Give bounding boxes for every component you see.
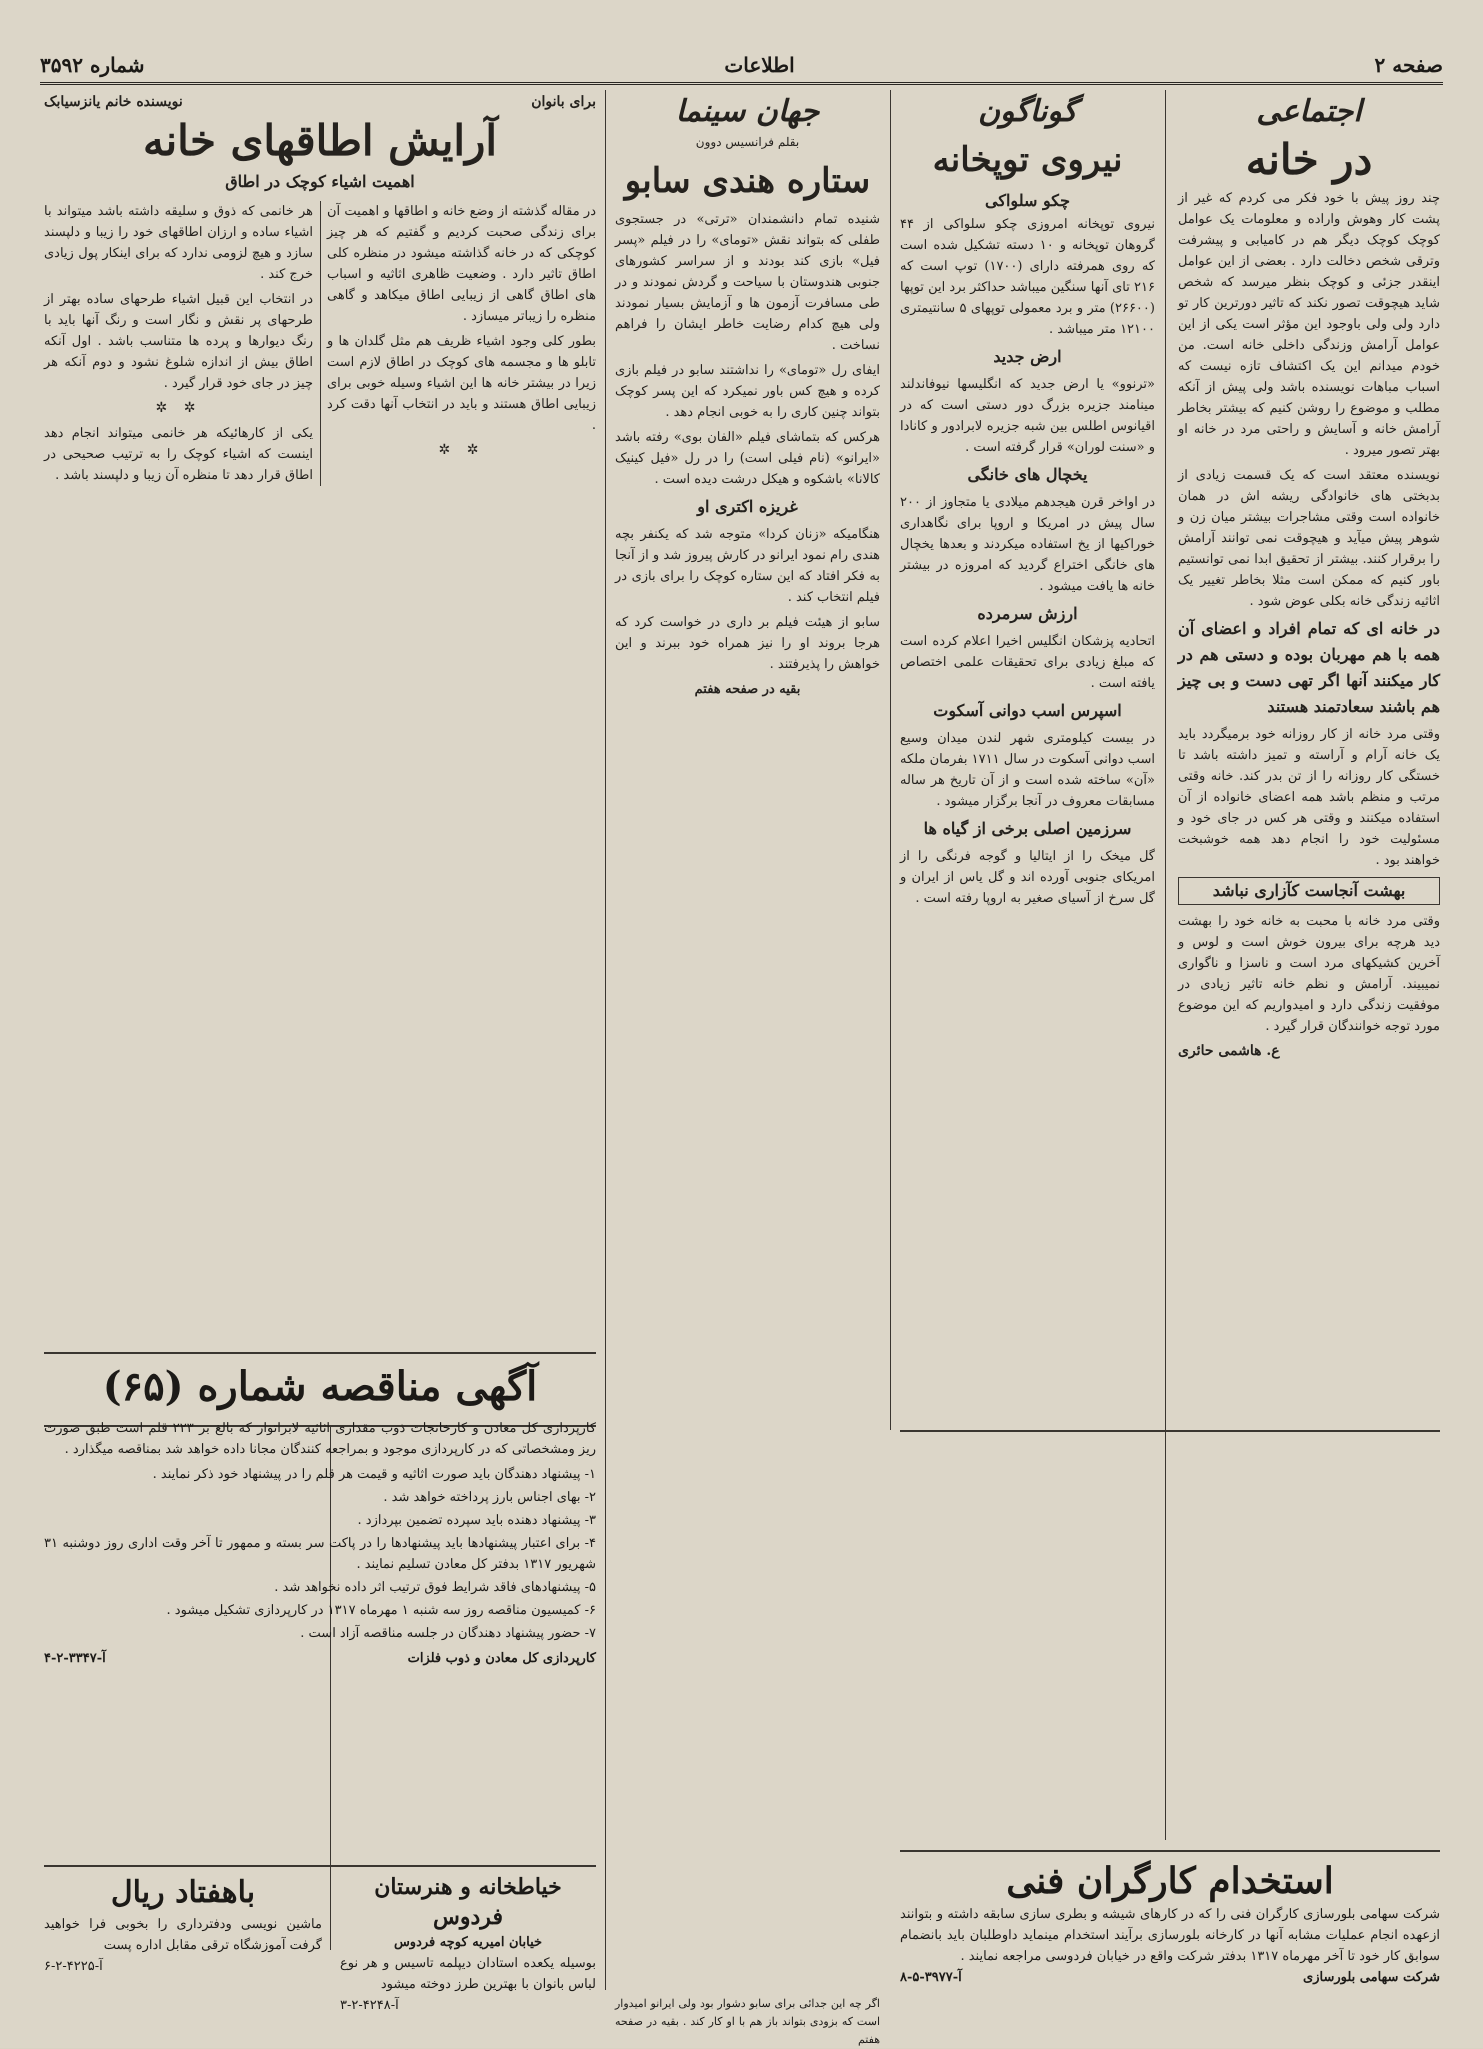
article-paragraph: در انتخاب این قبیل اشیاء طرحهای ساده بهتر از طرحهای پر نقش و نگار است و رنگ آنها باید با رنگ دیوارها و پرده ها متناسب باشد . اول آنکه اطاق بیش از اندازه شلوغ نشود و دوم آنکه هر چیز در جای خود قرار گیرد . — [44, 292, 313, 391]
article-paragraph: ایفای رل «تومای» را نداشتند سابو در فیلم بازی کرده و هیچ کس باور نمیکرد که این پسر کوچک بتواند چنین کاری را به خوبی انجام دهد . — [615, 363, 880, 420]
hiring-ad-body: شرکت سهامی بلورسازی کارگران فنی را که در کارهای شیشه و بطری سازی سابقه داشته و بتوانند ازعهده انجام عملیات مشابه آنها در کارخانه بلورسازی برآیند استخدام مینماید داوطلبان باید بانضمام سوابق کار خود تا آخر مهرماه ۱۳۱۷ بدفتر شرکت واقع در خیابان فردوسی مراجعه نمایند . — [900, 1907, 1440, 1964]
tender-ad-intro: کارپردازی کل معادن و کارخانجات ذوب مقداری اثاثیه لابراتوار که بالغ بر ۲۲۳ قلم است طبق صورت ریز ومشخصاتی که در کارپردازی موجود و بمراجعه کنندگان مجانا داده خواهد شد بمناقصه میگذارد . — [44, 1421, 596, 1457]
small-ad-body: ماشین نویسی ودفترداری را بخوبی فرا خواهید گرفت آموزشگاه ترقی مقابل اداره پست — [44, 1917, 322, 1953]
women-body — [44, 201, 596, 486]
article-paragraph: در بیست کیلومتری شهر لندن میدان وسیع اسب دوانی آسکوت در سال ۱۷۱۱ بفرمان ملکه «آن» ساخته شده است و از آن تاریخ هر ساله مسابقات معروف در آنجا برگزار میشود . — [900, 731, 1155, 809]
tender-ad-item: ۲- بهای اجناس بارز پرداخته خواهد شد . — [383, 1490, 596, 1505]
article-paragraph: سابو از هیئت فیلم بر داری در خواست کرد که هرجا بروند او را نیز همراه خود ببرند و این خواهش را پذیرفتند . — [615, 615, 880, 672]
continuation-body: اگر چه این جدائی برای سابو دشوار بود ولی ایرانو امیدوار است که بزودی بتواند باز هم با او کار کند . — [615, 1997, 880, 2028]
small-ad-body: بوسیله یکعده استادان دیپلمه تاسیس و هر نوع لباس بانوان با بهترین طرز دوخته میشود — [340, 1956, 596, 1992]
article-paragraph: بطور کلی وجود اشیاء ظریف هم مثل گلدان ها و تابلو ها و مجسمه های کوچک در اطاق لازم است زیرا در بیشتر خانه ها این اشیاء وسیله خوبی برای زیبایی اطاق هستند و باید در انتخاب آنها دقت کرد . — [327, 334, 596, 433]
article-paragraph: «ترنوو» یا ارض جدید که انگلیسها نیوفاندلند مینامند جزیره بزرگ دور دستی است که در اقیانوس اطلس بین شبه جزیره لابرادور و کانادا و «سنت لوران» قرار گرفته است . — [900, 377, 1155, 455]
article-paragraph: وقتی مرد خانه با محبت به خانه خود را بهشت دید هرچه برای بیرون خوش است و لوس و آخرین کشیکهای مرد است و ناسزا و ناگواری نمیبیند. آرامش و نظم خانه تاثیر زیادی در موفقیت زندگی دارد و امیدواریم که این موضوع مورد توجه خوانندگان قرار گیرد . — [1178, 914, 1440, 1034]
small-ad-title: باهفتاد ریال — [110, 1875, 256, 1910]
article-paragraph: اتحادیه پزشکان انگلیس اخیرا اعلام کرده است که مبلغ زیادی برای تحقیقات علمی اختصاص یافته است . — [900, 634, 1155, 691]
section-rule — [900, 1850, 1440, 1852]
column-rule — [1165, 90, 1166, 1840]
article-title: در خانه — [1245, 135, 1373, 184]
article-byline: بقلم فرانسیس دوون — [695, 135, 800, 149]
women-column — [44, 92, 596, 1347]
issue-number: شماره ۳۵۹۲ — [40, 53, 145, 77]
tender-ad-footer — [44, 1648, 596, 1669]
hiring-ad-signature: شرکت سهامی بلورسازی — [1303, 1970, 1440, 1985]
article-subhead: غریزه اکتری او — [697, 497, 798, 516]
hiring-ad-footer — [900, 1967, 1440, 1988]
article-paragraph: در اواخر قرن هیجدهم میلادی یا متجاوز از ۲۰۰ سال پیش در امریکا و اروپا برای نگاهداری خوراکیها از یخ استفاده میکردند و بعدها یخچال های خانگی اختراع گردید که امروزه در بیشتر خانه ها یافت میشود . — [900, 495, 1155, 594]
hiring-ad — [900, 1858, 1440, 1988]
column-rule — [605, 90, 606, 1990]
article-subhead: ارزش سرمرده — [977, 604, 1078, 623]
small-ad-subtitle: خیابان امیریه کوچه فردوس — [393, 1935, 543, 1950]
tender-ad-item: ۴- برای اعتبار پیشنهادها باید پیشنهادها را در پاکت سر بسته و ممهور تا آخر وقت اداری روز دوشنبه ۳۱ شهریور ۱۳۱۷ بدفتر کل معادن تسلیم نمایند . — [44, 1536, 596, 1572]
page-number: صفحه ۲ — [1374, 53, 1443, 77]
article-subhead: سرزمین اصلی برخی از گیاه ها — [923, 819, 1132, 838]
article-paragraph: شنیده تمام دانشمندان «ترتی» در جستجوی طفلی که بتواند نقش «تومای» را در فیلم «پسر فیل» بازی کند بودند و از سراسر کشورهای جنوبی هندوستان با سیاحت و گردش نمودند و در طی مسافرت آزمون ها و آزمایش بسیار نمودند ولی هیچ کدام رضایت خاطر ایشان را فراهم نساخت . — [615, 212, 880, 353]
article-subhead: در خانه ای که تمام افراد و اعضای آن همه با هم مهربان بوده و دستی هم در کار میکنند آنها اگر تهی دست و بی چیز هم باشند سعادتمند هستند — [1178, 619, 1440, 716]
article-paragraph: چند روز پیش با خود فکر می کردم که غیر از پشت کار وهوش واراده و معلومات یک عوامل کوچک کوچک دیگر هم در کامیابی و پیشرفت وترقی شخص دخالت دارد . بعضی از این عوامل اینقدر جزئی و کوچک بنظر میرسد که شخص شاید هیچوقت تصور نکند که تاثیر دورترین کار تو دارد ولی ولی باوجود این مؤثر است یکی از این عوامل آرامش وزندگی داخلی خانه است. من خودم میدانم این یک اکتشاف تازه نیست که اسباب مباهات نویسنده باشد ولی پیش از آنکه مطلب و موضوع را روشن کنیم که بیشتر بخاطر آرامش خانه و آسایش و راحتی مرد در خانه او بهتر تصور میرود . — [1178, 191, 1440, 458]
section-rule — [44, 1865, 596, 1867]
article-paragraph: گل میخک را از ایتالیا و گوجه فرنگی را از امریکای جنوبی آورده اند و گل یاس از ایران و گل سرخ از آسیای صغیر به اروپا رفته است . — [900, 849, 1155, 906]
article-paragraph: هر خانمی که ذوق و سلیقه داشته باشد میتواند با اشیاء ساده و ارزان اطاقهای خود را زیبا و دلپسند سازد و هیچ لزومی ندارد که برای اینکار پول زیادی خرج کند . — [44, 204, 313, 282]
article-subhead: ارض جدید — [993, 347, 1062, 366]
tender-ad-signature: کارپردازی کل معادن و ذوب فلزات — [407, 1651, 596, 1666]
article-paragraph: نیروی توپخانه امروزی چکو سلواکی از ۴۴ گروهان توپخانه و ۱۰ دسته تشکیل شده است که روی همرفته دارای (۱۷۰۰) توپ است که ۲۱۶ تای آنها سنگین میباشد حداکثر برد این توپها (۲۶۶۰۰) متر و برد معمولی توپهای ۵ سانتیمتری ۱۲۱۰۰ متر میباشد . — [900, 217, 1155, 337]
small-ad-tailor — [340, 1872, 596, 2013]
small-ad-title: خیاطخانه و هنرستان فردوس — [374, 1874, 562, 1930]
continued-note: بقیه در صفحه هفتم — [694, 682, 801, 697]
misc-column — [900, 92, 1155, 1422]
hiring-ad-title: استخدام کارگران فنی — [1006, 1860, 1334, 1902]
article-author: نویسنده خانم یانزسیابک — [44, 94, 183, 110]
column-rule — [890, 90, 891, 1430]
article-title: ستاره هندی سابو — [624, 161, 871, 201]
section-label-misc: گوناگون — [977, 94, 1078, 129]
paper-name: اطلاعات — [724, 53, 795, 77]
tender-ad-item: ۶- کمیسیون مناقصه روز سه شنبه ۱ مهرماه ۱۳۱۷ در کارپردازی تشکیل میشود . — [166, 1603, 596, 1618]
hiring-ad-code: آ-۳۹۷۷-۵-۸ — [900, 1970, 962, 1985]
article-paragraph: در مقاله گذشته از وضع خانه و اطاقها و اهمیت آن برای زندگی صحبت کردیم و گفتیم که هر چیز کوچکی که در خانه گذاشته میشود در منظره کلی اطاق تاثیر دارد . وضعیت ظاهری اثاثیه و اسباب های اطاق گاهی از زیبایی اطاق میکاهد و گاهی منظره را زیباتر میسازد . — [327, 204, 596, 324]
section-label-women: برای بانوان — [531, 94, 596, 110]
section-rule — [900, 1430, 1440, 1432]
cinema-continuation-box — [615, 1995, 880, 2046]
small-ad-code: آ-۴۲۲۵-۲-۶ — [44, 1959, 103, 1974]
tender-ad-item: ۷- حضور پیشنهاد دهندگان در جلسه مناقصه آزاد است . — [300, 1626, 596, 1641]
article-paragraph: نویسنده معتقد است که یک قسمت زیادی از بدبختی های خانوادگی ریشه اش در همان خانواده است وقتی مشاجرات بیشتر میان زن و شوهر پیش میآید و هیچوقت نمی توانند آرامش را برقرار کنند. بیشتر از تحقیق ابدا نمی توانستیم باور کنیم که ممکن است مثلا بخاطر تغییر یک اثاثیه زندگی خانه بکلی عوض شود . — [1178, 468, 1440, 609]
article-paragraph: یکی از کارهائیکه هر خانمی میتواند انجام دهد اینست که اشیاء کوچک را به ترتیب صحیحی در اطاق قرار دهد تا منظره آن زیبا و دلپسند باشد . — [44, 426, 313, 483]
tender-ad-item: ۵- پیشنهادهای فاقد شرایط فوق ترتیب اثر داده نخواهد شد . — [274, 1580, 596, 1595]
small-ad-code: آ-۴۲۴۸-۲-۳ — [340, 1998, 399, 2013]
section-label-cinema: جهان سینما — [675, 94, 820, 129]
cinema-column — [615, 92, 880, 1987]
masthead — [40, 48, 1443, 85]
article-byline: چکو سلواکی — [985, 191, 1070, 210]
article-author: ع. هاشمی حائری — [1178, 1043, 1280, 1059]
article-title: آرایش اطاقهای خانه — [142, 116, 498, 165]
article-paragraph: وقتی مرد خانه از کار روزانه خود برمیگردد باید یک خانه آرام و آراسته و تمیز داشته باشد تا خستگی کار روزانه را از تن بدر کند. خانه وقتی مرتب و منظم باشد همه اعضای خانواده از آن استفاده میکنند و وقتی هر کس در جای خود و مسئولیت خود را انجام دهد همه خوشبخت خواهند بود . — [1178, 727, 1440, 868]
article-paragraph: هرکس که بتماشای فیلم «الفان بوی» رفته باشد «ایرانو» (نام فیلی است) را در رل «فیل کینیک کالانا» باشکوه و هیکل درشت دیده است . — [615, 430, 880, 487]
article-subhead: یخچال های خانگی — [967, 465, 1088, 484]
article-title: نیروی توپخانه — [932, 140, 1123, 180]
ornament: ✲ ✲ — [438, 442, 485, 458]
tender-ad-item: ۳- پیشنهاد دهنده باید سپرده تضمین بپردازد . — [357, 1513, 596, 1528]
tender-ad-title: آگهی مناقصه شماره (۶۵) — [102, 1363, 538, 1410]
article-subtitle: اهمیت اشیاء کوچک در اطاق — [225, 172, 415, 191]
article-subhead: اسپرس اسب دوانی آسکوت — [933, 701, 1122, 720]
boxed-quote: بهشت آنجاست کآزاری نباشد — [1178, 877, 1440, 905]
women-header — [44, 92, 596, 113]
section-label-social: اجتماعی — [1256, 94, 1362, 129]
tender-ad-code: آ-۳۳۴۷-۲-۴ — [44, 1651, 106, 1666]
social-column — [1178, 92, 1440, 1842]
ornament: ✲ ✲ — [155, 400, 202, 416]
tender-ad-item: ۱- پیشنهاد دهندگان باید صورت اثاثیه و قیمت هر قلم را در پیشنهاد خود ذکر نمایند . — [152, 1467, 596, 1482]
section-rule — [44, 1352, 596, 1354]
tender-ad — [44, 1360, 596, 1860]
small-ad-typing — [44, 1872, 322, 1982]
article-paragraph: هنگامیکه «زنان کردا» متوجه شد که یکنفر بچه هندی رام نمود ایرانو در کارش پیروز شد و از آنجا به فکر افتاد که این ستاره کوچک را برای بازی در فیلم انتخاب کند . — [615, 527, 880, 605]
continuation-code: بقیه در صفحه هفتم — [615, 2015, 880, 2046]
